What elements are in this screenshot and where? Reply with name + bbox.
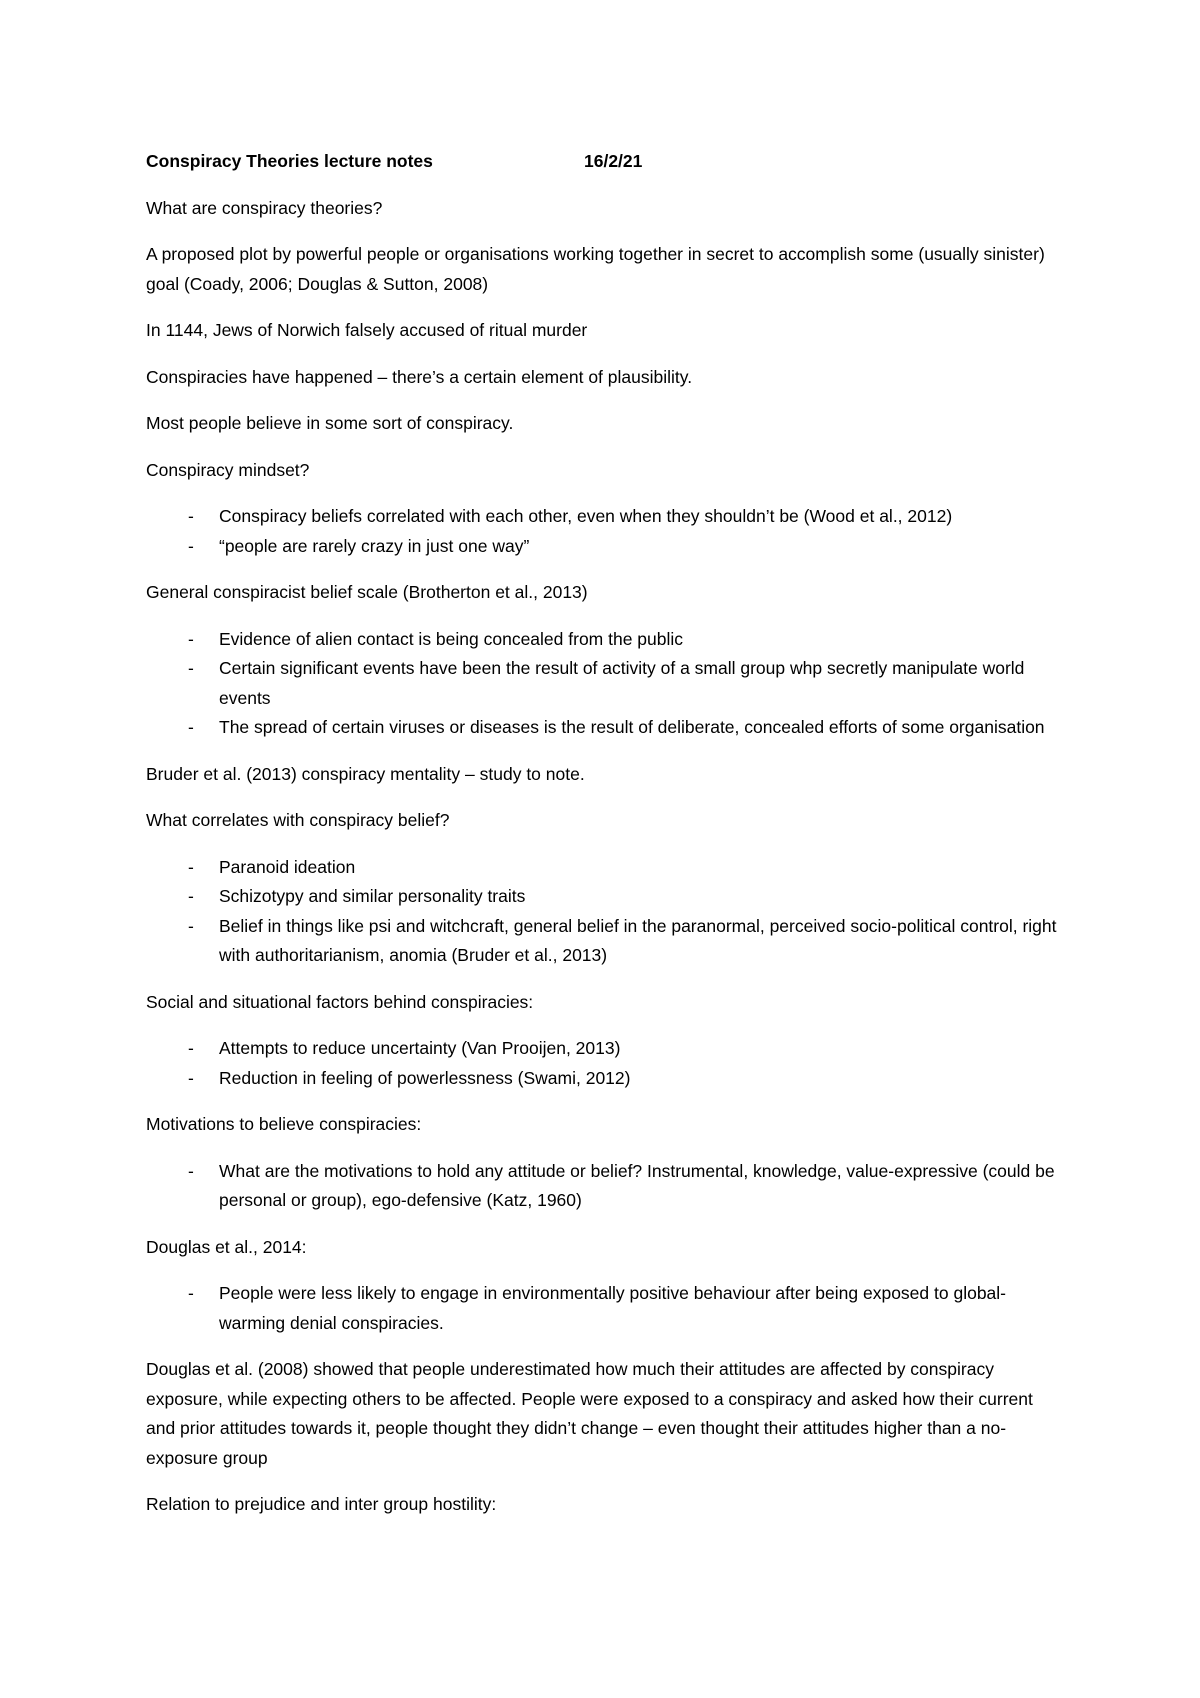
bullet-list [146,1034,1066,1093]
dash-bullet-icon: - [188,886,194,906]
dash-bullet-icon: - [188,1160,194,1181]
bullet-list [146,1279,1066,1338]
paragraph: Social and situational factors behind conspiracies: [146,991,534,1012]
paragraph: Douglas et al., 2014: [146,1236,307,1257]
list-item-text: Reduction in feeling of powerlessness (Swami, 2012) [219,1067,631,1088]
dash-bullet-icon: - [188,535,194,556]
list-item-text: People were less likely to engage in environmentally positive behaviour after being exposed to global-warming denial conspiracies. [219,1283,1007,1333]
list-item [146,912,1066,971]
list-item [146,882,1066,912]
paragraph: Most people believe in some sort of conspiracy. [146,413,514,433]
notes-header [146,147,1066,177]
list-item-text: Attempts to reduce uncertainty (Van Prooijen, 2013) [219,1038,621,1058]
list-item [146,532,1066,562]
paragraph: Bruder et al. (2013) conspiracy mentality – study to note. [146,763,585,784]
list-item [146,625,1066,655]
dash-bullet-icon: - [188,506,194,526]
list-item [146,654,1066,713]
dash-bullet-icon: - [188,915,194,936]
dash-bullet-icon: - [188,717,194,737]
document-date: 16/2/21 [584,151,643,171]
paragraph: Conspiracy mindset? [146,459,310,480]
list-item [146,1279,1066,1338]
bullet-list [146,1157,1066,1216]
paragraph: A proposed plot by powerful people or organisations working together in secret to accomplish some (usually sinister) goal (Coady, 2006; Douglas & Sutton, 2008) [146,244,1045,294]
list-item-text: The spread of certain viruses or diseases is the result of deliberate, concealed efforts of some organisation [219,717,1045,737]
dash-bullet-icon: - [188,658,194,678]
list-item-text: Schizotypy and similar personality traits [219,886,526,906]
dash-bullet-icon: - [188,1067,194,1088]
bullet-list [146,625,1066,743]
list-item [146,502,1066,532]
paragraph: In 1144, Jews of Norwich falsely accused of ritual murder [146,320,588,340]
list-item [146,1157,1066,1216]
bullet-list [146,502,1066,561]
dash-bullet-icon: - [188,1038,194,1058]
paragraph: Motivations to believe conspiracies: [146,1114,422,1134]
list-item [146,1034,1066,1064]
paragraph: Douglas et al. (2008) showed that people underestimated how much their attitudes are affected by conspiracy exposure, while expecting others to be affected. People were exposed to a conspiracy and asked how their current and prior attitudes towards it, people thought they didn’t change – even thought their attitudes higher than a no-exposure group [146,1359,1033,1468]
paragraph: Relation to prejudice and inter group hostility: [146,1494,497,1514]
dash-bullet-icon: - [188,628,194,649]
list-item-text: Evidence of alien contact is being concealed from the public [219,628,684,649]
notes-body [146,147,1066,1537]
list-item-text: What are the motivations to hold any attitude or belief? Instrumental, knowledge, value-expressive (could be personal or group), ego-defensive (Katz, 1960) [219,1160,1055,1210]
paragraph: What are conspiracy theories? [146,197,383,218]
paragraph: What correlates with conspiracy belief? [146,810,450,830]
list-item-text: Paranoid ideation [219,856,356,877]
bullet-list [146,853,1066,971]
list-item [146,1064,1066,1094]
list-item [146,713,1066,743]
list-item [146,853,1066,883]
list-item-text: “people are rarely crazy in just one way” [219,535,530,556]
list-item-text: Conspiracy beliefs correlated with each other, even when they shouldn’t be (Wood et al., 2012) [219,506,953,526]
dash-bullet-icon: - [188,856,194,877]
dash-bullet-icon: - [188,1283,194,1303]
list-item-text: Certain significant events have been the result of activity of a small group whp secretly manipulate world events [219,658,1025,708]
list-item-text: Belief in things like psi and witchcraft, general belief in the paranormal, perceived socio-political control, right with authoritarianism, anomia (Bruder et al., 2013) [219,915,1057,965]
paragraph: Conspiracies have happened – there’s a certain element of plausibility. [146,366,693,387]
document-title: Conspiracy Theories lecture notes [146,151,433,171]
paragraph: General conspiracist belief scale (Brotherton et al., 2013) [146,582,588,602]
